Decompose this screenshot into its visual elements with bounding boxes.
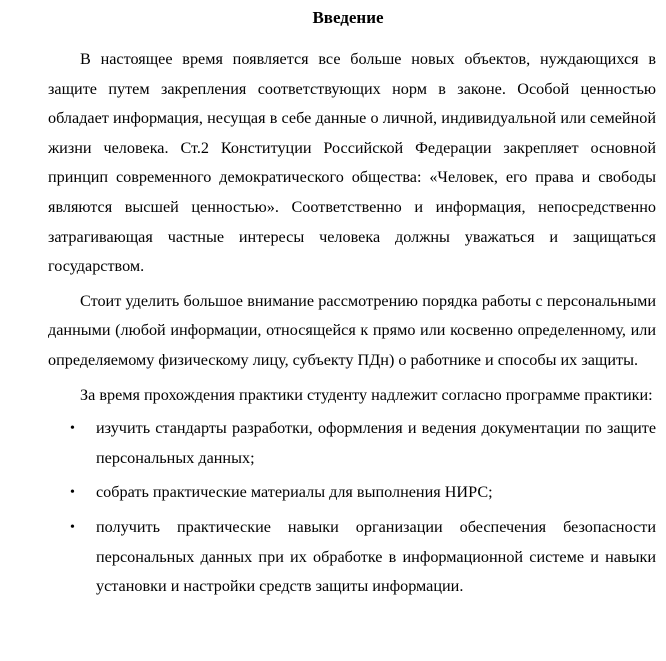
list-item xyxy=(48,414,656,473)
list-item xyxy=(48,478,656,508)
list-item-text: собрать практические материалы для выполнения НИРС; xyxy=(96,483,493,502)
paragraph-personal-data: Стоит уделить большое внимание рассмотрению порядка работы с персональными данными (любой информации, относящейся к прямо или косвенно определенному, или определяемому физическому лицу, субъекту ПДн) о работнике и способы их защиты. xyxy=(48,291,656,369)
bullet-icon: • xyxy=(70,421,75,437)
section-title: Введение xyxy=(312,8,384,27)
bullet-icon: • xyxy=(70,485,75,501)
paragraph-practice-tasks: За время прохождения практики студенту надлежит согласно программе практики: xyxy=(80,385,653,404)
paragraph-intro: В настоящее время появляется все больше новых объектов, нуждающихся в защите путем закрепления соответствующих норм в законе. Особой ценностью обладает информация, несущая в себе данные о личной, индивидуальной или семейной жизни человека. Ст.2 Конституции Российской Федерации закрепляет основной принцип современного демократического общества: «Человек, его права и свободы являются высшей ценностью». Соответственно и информация, непосредственно затрагивающая частные интересы человека должны уважаться и защищаться государством. xyxy=(48,50,656,276)
list-item xyxy=(48,513,656,602)
task-list xyxy=(48,414,656,602)
bullet-icon: • xyxy=(70,519,75,535)
list-item-text: изучить стандарты разработки, оформления и ведения документации по защите персональных данных; xyxy=(96,419,656,467)
list-item-text: получить практические навыки организации обеспечения безопасности персональных данных при их обработке в информационной системе и навыки установки и настройки средств защиты информации. xyxy=(96,517,656,596)
